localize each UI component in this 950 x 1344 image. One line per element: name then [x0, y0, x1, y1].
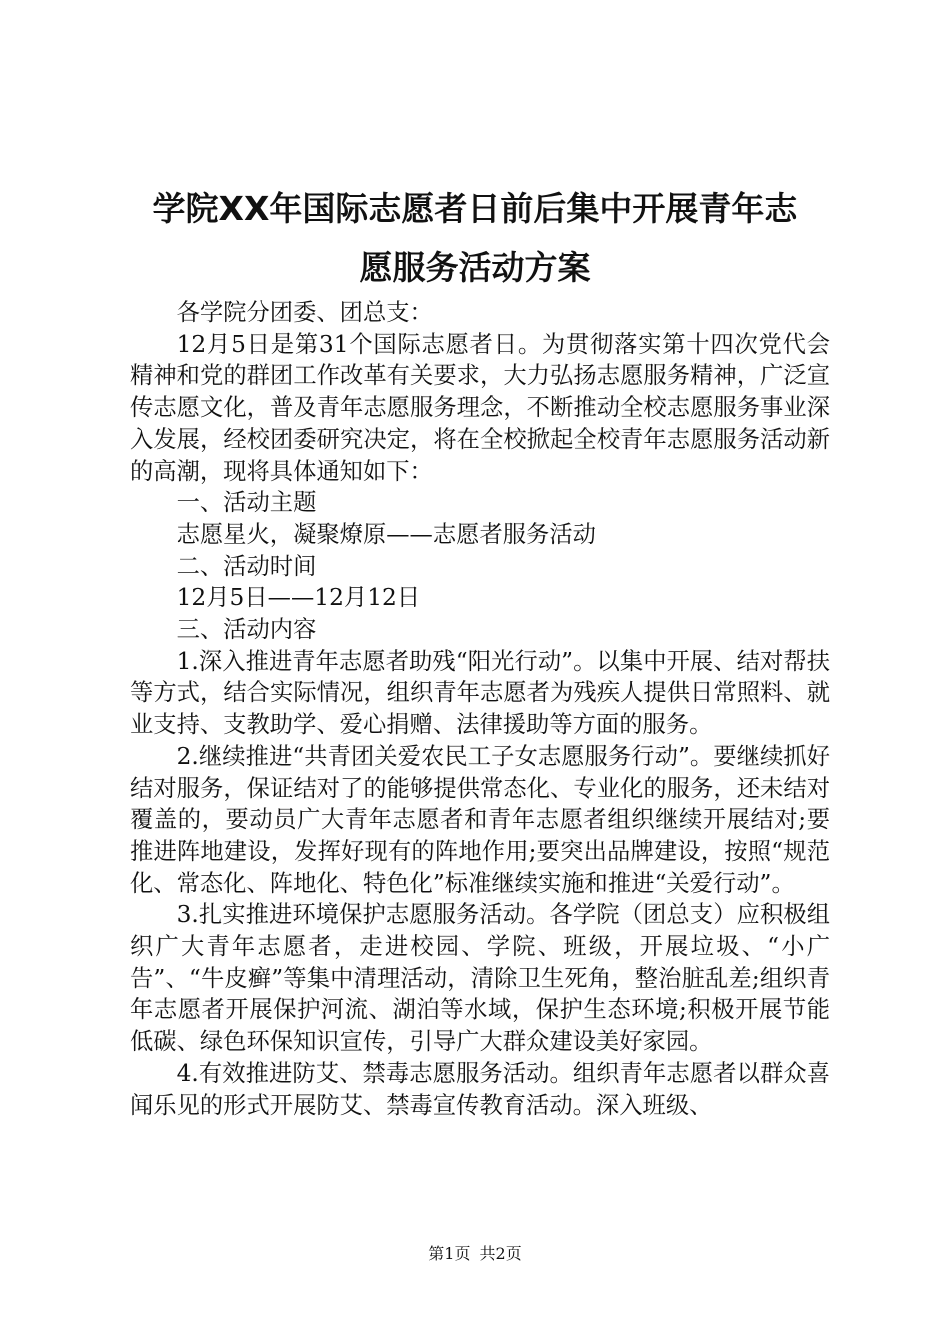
paragraph-item-3: 3.扎实推进环境保护志愿服务活动。各学院（团总支）应积极组织广大青年志愿者，走进校园、学院、班级，开展垃圾、“小广告”、“牛皮癣”等集中清理活动，清除卫生死角，整治脏乱差;组织青年志愿者开展保护河流、湖泊等水域，保护生态环境;积极开展节能低碳、绿色环保知识宣传，引导广大群众建设美好家园。 [130, 901, 830, 1056]
document-title-line-2: 愿服务活动方案 [359, 248, 591, 287]
salutation: 各学院分团委、团总支： [176, 299, 433, 326]
page-total: 共2页 [479, 1244, 522, 1263]
page-footer [0, 1244, 950, 1264]
paragraph-item-2: 2.继续推进“共青团关爱农民工子女志愿服务行动”。要继续抓好结对服务，保证结对了的能够提供常态化、专业化的服务，还未结对覆盖的，要动员广大青年志愿者和青年志愿者组织继续开展结对;要推进阵地建设，发挥好现有的阵地作用;要突出品牌建设，按照“规范化、常态化、阵地化、特色化”标准继续实施和推进“关爱行动”。 [130, 742, 830, 897]
paragraph-theme: 志愿星火，凝聚燎原——志愿者服务活动 [176, 520, 596, 548]
paragraph-time: 12月5日——12月12日 [176, 584, 421, 612]
page-number: 第1页 [428, 1244, 471, 1263]
document-title-line-1: 学院XX年国际志愿者日前后集中开展青年志 [152, 189, 798, 228]
section-heading-content: 三、活动内容 [176, 616, 317, 644]
section-heading-theme: 一、活动主题 [176, 489, 317, 517]
paragraph-intro: 12月5日是第31个国际志愿者日。为贯彻落实第十四次党代会精神和党的群团工作改革有关要求，大力弘扬志愿服务精神，广泛宣传志愿文化，普及青年志愿服务理念，不断推动全校志愿服务事业深入发展，经校团委研究决定，将在全校掀起全校青年志愿服务活动新的高潮，现将具体通知如下： [130, 330, 830, 485]
document-body [130, 297, 830, 1121]
paragraph-item-4: 4.有效推进防艾、禁毒志愿服务活动。组织青年志愿者以群众喜闻乐见的形式开展防艾、禁毒宣传教育活动。深入班级、 [130, 1059, 830, 1119]
section-heading-time: 二、活动时间 [176, 552, 317, 580]
paragraph-item-1: 1.深入推进青年志愿者助残“阳光行动”。以集中开展、结对帮扶等方式，结合实际情况，组织青年志愿者为残疾人提供日常照料、就业支持、支教助学、爱心捐赠、法律援助等方面的服务。 [130, 647, 830, 739]
